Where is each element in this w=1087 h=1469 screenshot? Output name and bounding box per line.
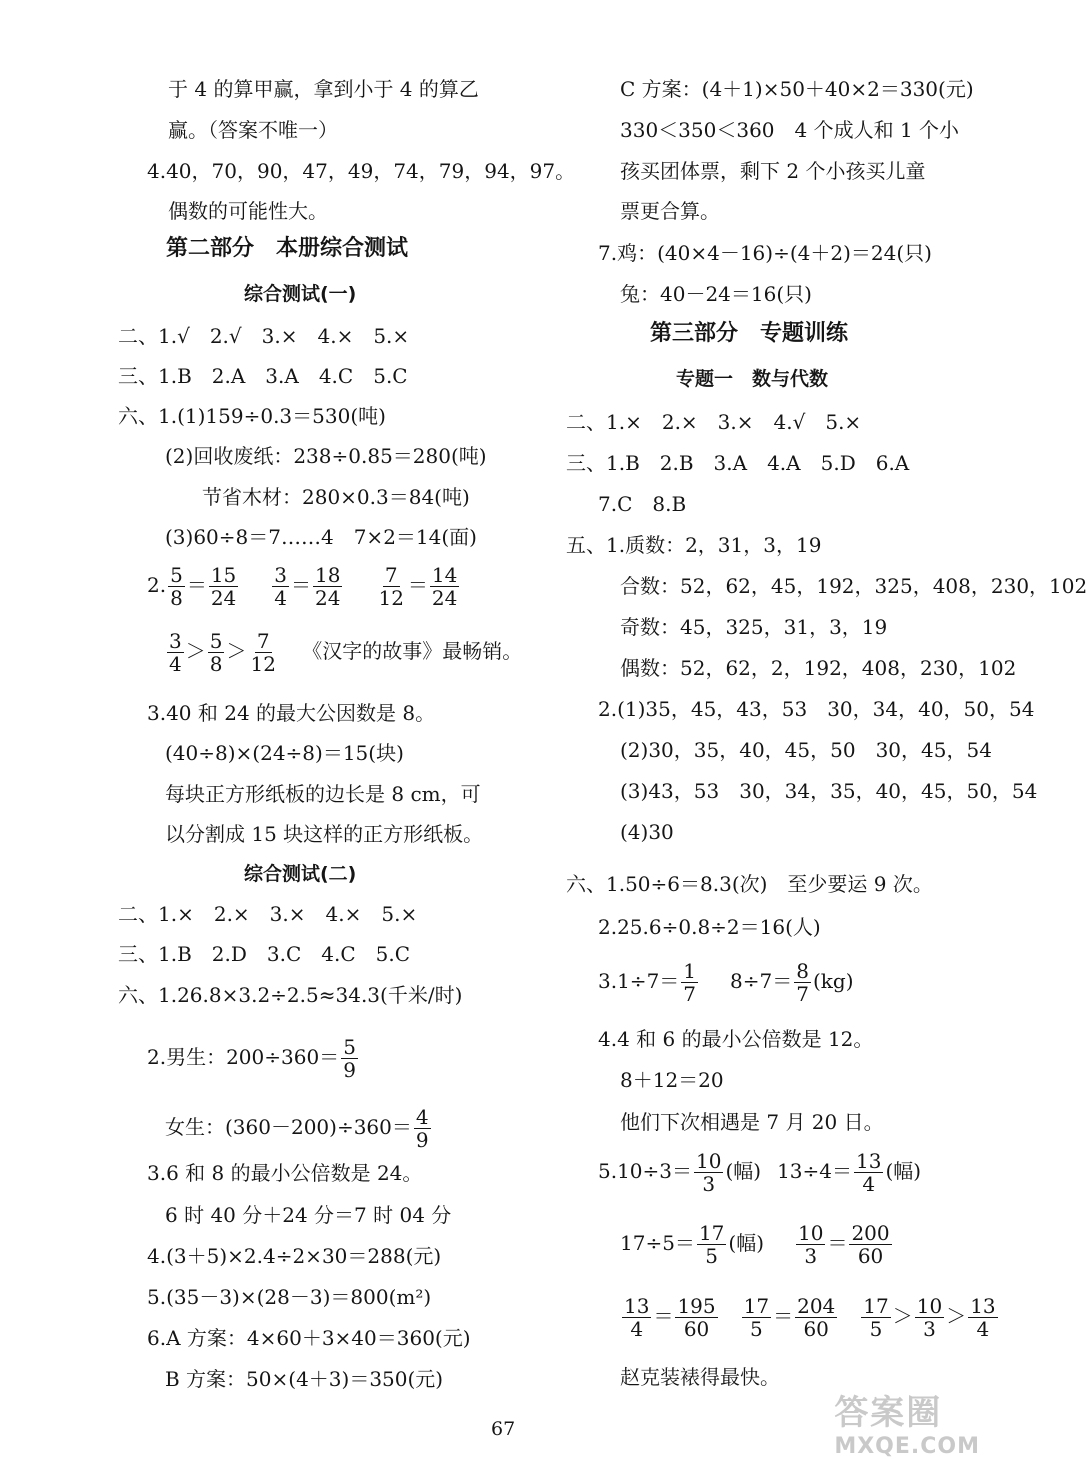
label: 2. xyxy=(147,573,167,597)
answer-line: (3)43，53 30，34，35，40，45，50，54 xyxy=(620,779,1038,803)
answer-line: 以分割成 15 块这样的正方形纸板。 xyxy=(165,822,484,846)
fraction-line xyxy=(147,1036,360,1081)
numerator: 10 xyxy=(798,1221,824,1245)
answer-text: 2.男生：200÷360＝ xyxy=(147,1045,340,1069)
denominator: 60 xyxy=(803,1317,829,1341)
section-title: 第二部分 本册综合测试 xyxy=(166,236,409,261)
denominator: 3 xyxy=(804,1244,818,1268)
denominator: 24 xyxy=(210,586,237,610)
unit: (kg) xyxy=(812,969,854,993)
answer-text: 5.10÷3＝ xyxy=(598,1159,693,1183)
fraction xyxy=(694,1150,723,1195)
answer-line: 合数：52，62，45，192，325，408，230，102 xyxy=(620,574,1087,598)
answer-line: 他们下次相遇是 7 月 20 日。 xyxy=(620,1110,884,1134)
fraction xyxy=(272,564,289,609)
denominator: 4 xyxy=(169,652,182,676)
answer-line: 4.4 和 6 的最小公倍数是 12。 xyxy=(598,1027,874,1051)
denominator: 3 xyxy=(923,1317,936,1341)
text-line: 赢。（答案不唯一） xyxy=(168,118,338,142)
answer-line: 5.(35－3)×(28－3)＝800(m²) xyxy=(147,1285,432,1309)
numerator: 4 xyxy=(415,1105,429,1129)
numerator: 17 xyxy=(863,1294,889,1318)
answer-text: 13÷4＝ xyxy=(777,1159,853,1183)
answer-line: 六、1.26.8×3.2÷2.5≈34.3(千米/时) xyxy=(118,983,463,1007)
fraction xyxy=(794,960,811,1005)
answer-line: 奇数：45，325，31，3，19 xyxy=(620,615,888,639)
denominator: 4 xyxy=(976,1317,990,1341)
denominator: 12 xyxy=(378,586,404,610)
answer-line: 二、1.× 2.× 3.× 4.√ 5.× xyxy=(566,410,862,434)
fraction xyxy=(675,1295,717,1340)
answer-text: 3.1÷7＝ xyxy=(598,969,680,993)
answer-line: 6 时 40 分＋24 分＝7 时 04 分 xyxy=(165,1203,452,1227)
answer-line: B 方案：50×(4＋3)＝350(元) xyxy=(165,1367,444,1391)
answer-text: 8÷7＝ xyxy=(730,969,793,993)
fraction xyxy=(681,960,698,1005)
answer-line: (2)30，35，40，45，50 30，45，54 xyxy=(620,738,992,762)
fraction xyxy=(795,1295,837,1340)
subsection-title: 综合测试(一) xyxy=(244,283,357,305)
fraction xyxy=(341,1036,358,1081)
answer-line: (4)30 xyxy=(620,820,674,844)
denominator: 8 xyxy=(209,652,223,676)
answer-line: 三、1.B 2.D 3.C 4.C 5.C xyxy=(118,942,411,966)
fraction-line: 17÷5＝ $\frac{17}{5}$ (幅) $\frac{10}{3}$ ＝ $\frac{200}{60}$ xyxy=(620,1221,890,1268)
denominator: 9 xyxy=(343,1058,356,1082)
denominator: 60 xyxy=(857,1244,884,1268)
answer-line: 3.6 和 8 的最小公倍数是 24。 xyxy=(147,1161,423,1185)
fraction xyxy=(376,564,405,609)
watermark-url: MXQE.COM xyxy=(834,1434,980,1459)
numerator: 5 xyxy=(343,1035,356,1059)
watermark-text: 答案圈 xyxy=(834,1393,943,1433)
fraction xyxy=(414,1106,431,1151)
fraction xyxy=(430,564,459,609)
numerator: 10 xyxy=(696,1149,722,1173)
text-line: 4.40，70，90，47，49，74，79，94，97。 xyxy=(147,159,576,183)
numerator: 3 xyxy=(169,629,182,653)
subsection-title: 专题一 数与代数 xyxy=(676,368,829,390)
denominator: 5 xyxy=(705,1244,719,1268)
denominator: 4 xyxy=(274,586,288,610)
answer-line: (2)回收废纸：238÷0.85＝280(吨) xyxy=(165,444,487,468)
numerator: 14 xyxy=(431,563,458,587)
fraction-line: $\frac{13}{4}$ ＝ $\frac{195}{60}$ $\frac{17}{5}$ ＝ $\frac{204}{60}$ $\frac{17}{5}$ ＞ $\frac{10}{3}$ ＞ $\frac{13}{4}$ xyxy=(624,1294,996,1341)
fraction xyxy=(622,1295,651,1340)
denominator: 3 xyxy=(702,1172,716,1196)
numerator: 17 xyxy=(743,1294,770,1318)
numerator: 5 xyxy=(209,629,223,653)
answer-line: 孩买团体票，剩下 2 个小孩买儿童 xyxy=(620,159,926,183)
fraction-line: 2. $\frac{5}{8}$ ＝ $\frac{15}{24}$ $\frac{3}{4}$ ＝ $\frac{18}{24}$ $\frac{7}{12}$ ＝ $\frac{14}{24}$ xyxy=(147,563,458,610)
numerator: 13 xyxy=(856,1149,882,1173)
denominator: 60 xyxy=(683,1317,710,1341)
denominator: 5 xyxy=(750,1317,763,1341)
fraction xyxy=(968,1295,997,1340)
answer-line: 3.40 和 24 的最大公因数是 8。 xyxy=(147,701,436,725)
fraction xyxy=(854,1150,883,1195)
answer-line: 赵克装裱得最快。 xyxy=(620,1365,780,1389)
numerator: 15 xyxy=(210,563,237,587)
text-line: 偶数的可能性大。 xyxy=(168,199,328,223)
answer-line: 三、1.B 2.A 3.A 4.C 5.C xyxy=(118,364,408,388)
answer-line: 节省木材：280×0.3＝84(吨) xyxy=(202,485,470,509)
denominator: 4 xyxy=(862,1172,876,1196)
answer-line: 330＜350＜360 4 个成人和 1 个小 xyxy=(620,118,960,142)
answer-line: C 方案：(4＋1)×50＋40×2＝330(元) xyxy=(620,77,974,101)
answer-line: 票更合算。 xyxy=(620,199,720,223)
fraction xyxy=(861,1295,890,1340)
answer-text: 17÷5＝ xyxy=(620,1231,695,1255)
fraction xyxy=(849,1222,891,1267)
answer-line: 兔：40－24＝16(只) xyxy=(620,282,812,306)
fraction xyxy=(248,630,277,675)
fraction xyxy=(742,1295,771,1340)
denominator: 7 xyxy=(796,982,809,1006)
numerator: 13 xyxy=(970,1294,996,1318)
unit: (幅) xyxy=(725,1159,762,1183)
answer-line: 6.A 方案：4×60＋3×40＝360(元) xyxy=(147,1326,471,1350)
numerator: 3 xyxy=(274,563,288,587)
fraction xyxy=(209,564,238,609)
answer-line: 7.鸡：(40×4－16)÷(4＋2)＝24(只) xyxy=(598,241,932,265)
denominator: 7 xyxy=(683,982,697,1006)
numerator: 200 xyxy=(851,1221,890,1245)
answer-text: 《汉字的故事》最畅销。 xyxy=(302,639,523,663)
fraction xyxy=(167,630,184,675)
section-title: 第三部分 专题训练 xyxy=(650,321,849,346)
answer-line: 二、1.× 2.× 3.× 4.× 5.× xyxy=(118,902,418,926)
numerator: 7 xyxy=(256,629,270,653)
numerator: 1 xyxy=(683,959,697,983)
denominator: 5 xyxy=(869,1317,883,1341)
denominator: 12 xyxy=(250,652,276,676)
numerator: 204 xyxy=(797,1294,836,1318)
answer-line: 7.C 8.B xyxy=(598,492,687,516)
answer-line: 六、1.(1)159÷0.3＝530(吨) xyxy=(118,404,386,428)
fraction-line xyxy=(165,1106,433,1151)
fraction xyxy=(168,564,185,609)
answer-line: 三、1.B 2.B 3.A 4.A 5.D 6.A xyxy=(566,451,910,475)
text-line: 于 4 的算甲赢，拿到小于 4 的算乙 xyxy=(168,77,479,101)
answer-line: 偶数：52，62，2，192，408，230，102 xyxy=(620,656,1017,680)
fraction-line: $\frac{3}{4}$ ＞ $\frac{5}{8}$ ＞ $\frac{7}{12}$ 《汉字的故事》最畅销。 xyxy=(169,629,523,676)
numerator: 17 xyxy=(698,1221,725,1245)
numerator: 13 xyxy=(624,1294,650,1318)
page-number: 67 xyxy=(491,1418,516,1440)
denominator: 8 xyxy=(170,586,183,610)
fraction xyxy=(915,1295,944,1340)
numerator: 195 xyxy=(677,1294,716,1318)
fraction xyxy=(697,1222,726,1267)
fraction xyxy=(313,564,342,609)
numerator: 18 xyxy=(315,563,341,587)
unit: (幅) xyxy=(728,1231,764,1255)
denominator: 9 xyxy=(415,1128,429,1152)
answer-line: 2.25.6÷0.8÷2＝16(人) xyxy=(598,915,821,939)
answer-line: (3)60÷8＝7……4 7×2＝14(面) xyxy=(165,525,477,549)
answer-line: 二、1.√ 2.√ 3.× 4.× 5.× xyxy=(118,324,410,348)
numerator: 10 xyxy=(916,1294,943,1318)
subsection-title: 综合测试(二) xyxy=(244,863,357,885)
answer-line: 每块正方形纸板的边长是 8 cm，可 xyxy=(165,782,481,806)
unit: (幅) xyxy=(885,1159,922,1183)
answer-line: 五、1.质数：2，31，3，19 xyxy=(566,533,822,557)
fraction-line xyxy=(598,960,854,1005)
answer-line: 2.(1)35，45，43，53 30，34，40，50，54 xyxy=(598,697,1035,721)
answer-line: 六、1.50÷6＝8.3(次) 至少要运 9 次。 xyxy=(566,872,933,896)
denominator: 4 xyxy=(630,1317,644,1341)
numerator: 8 xyxy=(796,959,809,983)
answer-text: 女生：(360－200)÷360＝ xyxy=(165,1115,412,1139)
answer-line: 4.(3＋5)×2.4÷2×30＝288(元) xyxy=(147,1244,442,1268)
fraction-line xyxy=(598,1150,921,1195)
denominator: 24 xyxy=(315,586,341,610)
answer-line: 8＋12＝20 xyxy=(620,1068,724,1092)
numerator: 7 xyxy=(384,563,398,587)
fraction xyxy=(796,1222,825,1267)
fraction xyxy=(208,630,225,675)
denominator: 24 xyxy=(431,586,458,610)
numerator: 5 xyxy=(170,563,183,587)
watermark-logo xyxy=(834,1385,980,1459)
answer-line: (40÷8)×(24÷8)＝15(块) xyxy=(165,741,404,765)
